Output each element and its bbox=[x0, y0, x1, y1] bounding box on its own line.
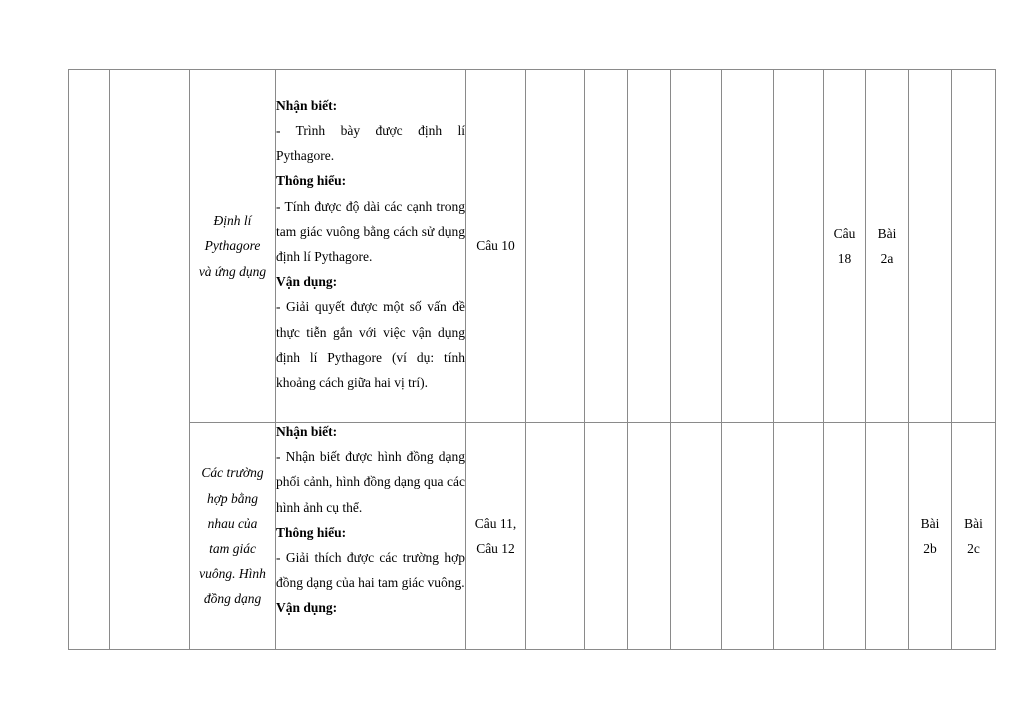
empty-cell bbox=[526, 70, 585, 423]
question-cell: Bài 2a bbox=[866, 70, 909, 423]
question-cell: Bài 2b bbox=[909, 423, 952, 650]
empty-cell bbox=[774, 423, 824, 650]
requirement-text: - Giải quyết được một số vấn đề thực tiễn gắn với việc vận dụng định lí Pythagore (ví dụ: tính khoảng cách giữa hai vị trí). bbox=[276, 299, 465, 391]
requirement-text: - Nhận biết được hình đồng dạng phối cảnh, hình đồng dạng qua các hình ảnh cụ thể. bbox=[276, 449, 465, 515]
empty-cell bbox=[628, 423, 671, 650]
empty-cell bbox=[628, 70, 671, 423]
empty-cell bbox=[866, 423, 909, 650]
empty-cell bbox=[671, 423, 722, 650]
level-heading: Nhận biết: bbox=[276, 424, 338, 439]
empty-cell bbox=[722, 423, 774, 650]
requirement-text: - Giải thích được các trường hợp đồng dạng của hai tam giác vuông. bbox=[276, 550, 465, 591]
requirement-cell bbox=[276, 70, 466, 423]
empty-cell bbox=[774, 70, 824, 423]
question-cell: Câu 18 bbox=[824, 70, 866, 423]
topic-cell: Định lí Pythagore và ứng dụng bbox=[190, 70, 276, 423]
requirement-text: - Trình bày được định lí Pythagore. bbox=[276, 122, 465, 164]
empty-cell bbox=[722, 70, 774, 423]
topic-cell: Các trường hợp bằng nhau của tam giác vuông. Hình đồng dạng bbox=[190, 423, 276, 650]
index-cell bbox=[69, 70, 110, 650]
empty-cell bbox=[671, 70, 722, 423]
empty-cell bbox=[585, 70, 628, 423]
chapter-cell bbox=[110, 70, 190, 650]
question-cell: Câu 10 bbox=[466, 70, 526, 423]
level-heading: Thông hiểu: bbox=[276, 173, 347, 189]
empty-cell bbox=[585, 423, 628, 650]
specification-table bbox=[68, 69, 996, 650]
requirement-text: - Tính được độ dài các cạnh trong tam giác vuông bằng cách sử dụng định lí Pythagore. bbox=[276, 198, 465, 264]
empty-cell bbox=[526, 423, 585, 650]
table-row bbox=[69, 70, 996, 423]
question-cell: Câu 11, Câu 12 bbox=[466, 423, 526, 650]
level-heading: Nhận biết: bbox=[276, 97, 338, 113]
level-heading: Vận dụng: bbox=[276, 600, 338, 616]
empty-cell bbox=[909, 70, 952, 423]
table-row bbox=[69, 423, 996, 650]
question-cell: Bài 2c bbox=[952, 423, 996, 650]
level-heading: Vận dụng: bbox=[276, 274, 338, 290]
requirement-cell bbox=[276, 423, 466, 650]
empty-cell bbox=[952, 70, 996, 423]
level-heading: Thông hiểu: bbox=[276, 524, 347, 540]
empty-cell bbox=[824, 423, 866, 650]
